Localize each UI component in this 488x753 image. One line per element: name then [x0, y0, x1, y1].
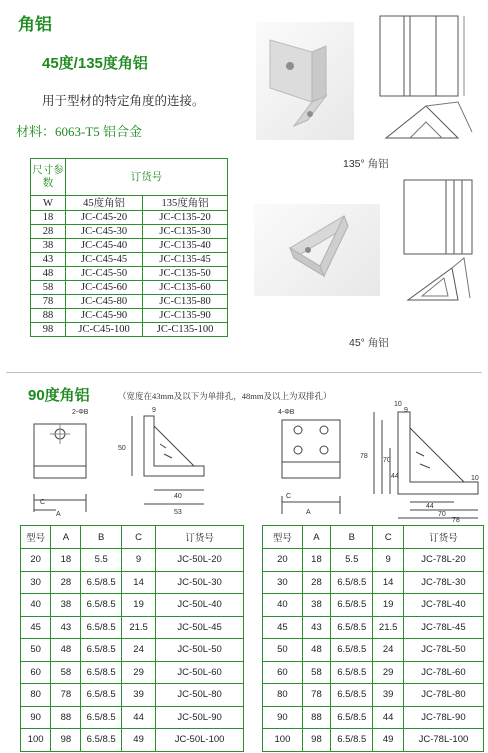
- cell-w: 58: [31, 281, 66, 295]
- table-cell: JC-78L-40: [403, 594, 483, 617]
- cell-45-order: JC-C45-30: [66, 225, 143, 239]
- cell-135-order: JC-C135-60: [143, 281, 228, 295]
- table-cell: 14: [373, 571, 403, 594]
- table-row: [21, 661, 244, 684]
- section-divider: [6, 372, 482, 373]
- table-row: [21, 684, 244, 707]
- table-cell: 39: [121, 684, 155, 707]
- table-row: [263, 571, 484, 594]
- table-cell: 6.5/8.5: [331, 594, 373, 617]
- table-row: [21, 594, 244, 617]
- table-cell: 38: [51, 594, 81, 617]
- caption-45: 45° 角铝: [349, 337, 389, 349]
- table-cell: 9: [121, 549, 155, 572]
- table-row: [21, 639, 244, 662]
- table-cell: 18: [302, 549, 330, 572]
- label-4-phi-b: 4-ΦB: [278, 409, 295, 416]
- table-cell: 6.5/8.5: [331, 729, 373, 752]
- table-row: [263, 594, 484, 617]
- table-cell: 100: [263, 729, 303, 752]
- label-44b-right: 44: [426, 503, 434, 510]
- label-a-right: A: [306, 509, 311, 516]
- cell-45-order: JC-C45-50: [66, 267, 143, 281]
- table-cell: 14: [121, 571, 155, 594]
- section-title-45-135: 45度/135度角铝: [42, 55, 148, 72]
- table-cell: JC-50L-100: [156, 729, 244, 752]
- table-cell: JC-50L-45: [156, 616, 244, 639]
- table-cell: 21.5: [121, 616, 155, 639]
- table-cell: 90: [263, 706, 303, 729]
- cell-w: 88: [31, 309, 66, 323]
- table-row: [263, 549, 484, 572]
- table-row: [263, 729, 484, 752]
- table-cell: 6.5/8.5: [81, 684, 121, 707]
- table-cell: 43: [302, 616, 330, 639]
- label-c-right: C: [286, 493, 292, 500]
- table-45-135: [30, 158, 228, 337]
- table-cell: 18: [51, 549, 81, 572]
- table-cell: 21.5: [373, 616, 403, 639]
- label-10-right: 10: [394, 401, 402, 408]
- table-cell: 88: [51, 706, 81, 729]
- cell-w: 38: [31, 239, 66, 253]
- cell-w: 28: [31, 225, 66, 239]
- table-cell: 5.5: [331, 549, 373, 572]
- table-cell: 60: [21, 661, 51, 684]
- table-cell: 44: [121, 706, 155, 729]
- table-cell: 48: [302, 639, 330, 662]
- cell-w: 48: [31, 267, 66, 281]
- label-78b-right: 78: [452, 517, 460, 522]
- cell-45-order: JC-C45-60: [66, 281, 143, 295]
- table-cell: JC-78L-100: [403, 729, 483, 752]
- table-cell: JC-78L-50: [403, 639, 483, 662]
- table-cell: 6.5/8.5: [81, 594, 121, 617]
- cell-45-order: JC-C45-80: [66, 295, 143, 309]
- cell-135-order: JC-C135-90: [143, 309, 228, 323]
- table-cell: 100: [21, 729, 51, 752]
- cell-135-order: JC-C135-20: [143, 211, 228, 225]
- table-cell: 39: [373, 684, 403, 707]
- table-cell: 6.5/8.5: [331, 661, 373, 684]
- label-c-left: C: [40, 499, 46, 506]
- section-title-90: 90度角铝: [28, 387, 90, 404]
- table-cell: 6.5/8.5: [331, 616, 373, 639]
- table-cell: JC-78L-45: [403, 616, 483, 639]
- table-cell: 20: [263, 549, 303, 572]
- label-44-right: 44: [391, 473, 399, 480]
- table-row: [31, 253, 228, 267]
- label-9-left: 9: [152, 407, 156, 414]
- table-cell: 49: [373, 729, 403, 752]
- label-a-left: A: [56, 511, 61, 518]
- section-note-90: （宽度在43mm及以下为单排孔，48mm及以上为双排孔）: [118, 391, 332, 401]
- page-title: 角铝: [18, 15, 52, 34]
- table-cell: 19: [121, 594, 155, 617]
- description-text: 用于型材的特定角度的连接。: [42, 94, 205, 108]
- label-9-right: 9: [404, 407, 408, 414]
- column-header: 订货号: [403, 526, 483, 549]
- table-row: [31, 309, 228, 323]
- col-45: 45度角铝: [66, 196, 143, 211]
- table-cell: JC-50L-60: [156, 661, 244, 684]
- table-cell: 45: [21, 616, 51, 639]
- bracket-135-image: [256, 22, 354, 140]
- header-order-no: 订货号: [66, 159, 228, 196]
- table-row: [263, 639, 484, 662]
- table-cell: 80: [263, 684, 303, 707]
- table-row: [31, 225, 228, 239]
- cell-45-order: JC-C45-100: [66, 323, 143, 337]
- table-cell: JC-78L-60: [403, 661, 483, 684]
- table-row: [21, 616, 244, 639]
- table-cell: 29: [373, 661, 403, 684]
- table-cell: 88: [302, 706, 330, 729]
- table-row: [31, 323, 228, 337]
- table-cell: 30: [263, 571, 303, 594]
- table-cell: JC-78L-90: [403, 706, 483, 729]
- table-cell: 58: [51, 661, 81, 684]
- table-cell: 6.5/8.5: [331, 571, 373, 594]
- table-cell: 19: [373, 594, 403, 617]
- material-text: 材料：6063-T5 铝合金: [16, 124, 143, 139]
- column-header: A: [51, 526, 81, 549]
- cell-w: 78: [31, 295, 66, 309]
- table-cell: 78: [302, 684, 330, 707]
- table-cell: 40: [21, 594, 51, 617]
- drawing-50l: [26, 402, 244, 520]
- table-row: [263, 706, 484, 729]
- cell-135-order: JC-C135-100: [143, 323, 228, 337]
- label-40-left: 40: [174, 493, 182, 500]
- table-row: [263, 661, 484, 684]
- header-dim-params: 尺寸参数: [31, 159, 66, 196]
- cell-135-order: JC-C135-50: [143, 267, 228, 281]
- table-cell: JC-50L-40: [156, 594, 244, 617]
- drawing-135: [366, 10, 486, 152]
- table-cell: JC-50L-80: [156, 684, 244, 707]
- table-cell: JC-78L-80: [403, 684, 483, 707]
- column-header: B: [331, 526, 373, 549]
- cell-w: 98: [31, 323, 66, 337]
- table-cell: 98: [51, 729, 81, 752]
- table-cell: 6.5/8.5: [81, 616, 121, 639]
- label-78-right: 78: [360, 453, 368, 460]
- table-cell: 6.5/8.5: [331, 639, 373, 662]
- table-row: [31, 295, 228, 309]
- table-row: [31, 267, 228, 281]
- table-row: [31, 211, 228, 225]
- table-cell: 6.5/8.5: [81, 661, 121, 684]
- cell-135-order: JC-C135-30: [143, 225, 228, 239]
- cell-135-order: JC-C135-40: [143, 239, 228, 253]
- drawing-45: [398, 176, 486, 326]
- cell-135-order: JC-C135-45: [143, 253, 228, 267]
- column-header: C: [373, 526, 403, 549]
- table-row: [21, 549, 244, 572]
- table-cell: 6.5/8.5: [331, 684, 373, 707]
- col-w: W: [31, 196, 66, 211]
- column-header: 订货号: [156, 526, 244, 549]
- table-cell: 44: [373, 706, 403, 729]
- table-cell: 29: [121, 661, 155, 684]
- table-cell: 24: [121, 639, 155, 662]
- column-header: 型号: [21, 526, 51, 549]
- table-cell: 50: [263, 639, 303, 662]
- table-cell: 78: [51, 684, 81, 707]
- col-135: 135度角铝: [143, 196, 228, 211]
- table-cell: 24: [373, 639, 403, 662]
- table-50l: [20, 525, 244, 752]
- table-cell: 48: [51, 639, 81, 662]
- table-cell: 5.5: [81, 549, 121, 572]
- label-50-left: 50: [118, 445, 126, 452]
- table-78l: [262, 525, 484, 752]
- caption-135: 135° 角铝: [343, 158, 389, 170]
- column-header: A: [302, 526, 330, 549]
- label-2-phi-b: 2-ΦB: [72, 409, 89, 416]
- table-cell: 45: [263, 616, 303, 639]
- table-cell: 6.5/8.5: [331, 706, 373, 729]
- cell-45-order: JC-C45-90: [66, 309, 143, 323]
- cell-45-order: JC-C45-40: [66, 239, 143, 253]
- cell-135-order: JC-C135-80: [143, 295, 228, 309]
- table-cell: 6.5/8.5: [81, 706, 121, 729]
- table-cell: 28: [302, 571, 330, 594]
- table-cell: JC-50L-20: [156, 549, 244, 572]
- label-10b-right: 10: [471, 475, 479, 482]
- table-cell: JC-50L-50: [156, 639, 244, 662]
- table-row: [263, 684, 484, 707]
- cell-45-order: JC-C45-20: [66, 211, 143, 225]
- drawing-78l: [268, 398, 486, 522]
- column-header: C: [121, 526, 155, 549]
- table-cell: JC-78L-20: [403, 549, 483, 572]
- photo-135-bracket: [256, 22, 354, 140]
- table-cell: 80: [21, 684, 51, 707]
- table-cell: 43: [51, 616, 81, 639]
- table-cell: 6.5/8.5: [81, 729, 121, 752]
- table-row: [263, 616, 484, 639]
- table-cell: 58: [302, 661, 330, 684]
- label-70-right: 70: [383, 457, 391, 464]
- cell-w: 18: [31, 211, 66, 225]
- table-row: [21, 729, 244, 752]
- table-cell: 28: [51, 571, 81, 594]
- table-row: [31, 281, 228, 295]
- table-row: [21, 706, 244, 729]
- cell-w: 43: [31, 253, 66, 267]
- table-cell: JC-78L-30: [403, 571, 483, 594]
- table-cell: 40: [263, 594, 303, 617]
- bracket-45-image: [254, 204, 380, 296]
- label-53-left: 53: [174, 509, 182, 516]
- column-header: 型号: [263, 526, 303, 549]
- table-cell: JC-50L-30: [156, 571, 244, 594]
- table-cell: 30: [21, 571, 51, 594]
- photo-45-bracket: [254, 204, 380, 296]
- table-cell: 20: [21, 549, 51, 572]
- column-header: B: [81, 526, 121, 549]
- table-cell: 38: [302, 594, 330, 617]
- table-cell: 50: [21, 639, 51, 662]
- table-cell: JC-50L-90: [156, 706, 244, 729]
- table-cell: 90: [21, 706, 51, 729]
- table-cell: 60: [263, 661, 303, 684]
- table-cell: 6.5/8.5: [81, 639, 121, 662]
- cell-45-order: JC-C45-45: [66, 253, 143, 267]
- label-70b-right: 70: [438, 511, 446, 518]
- table-row: [21, 571, 244, 594]
- table-cell: 9: [373, 549, 403, 572]
- table-cell: 98: [302, 729, 330, 752]
- table-cell: 6.5/8.5: [81, 571, 121, 594]
- table-cell: 49: [121, 729, 155, 752]
- table-row: [31, 239, 228, 253]
